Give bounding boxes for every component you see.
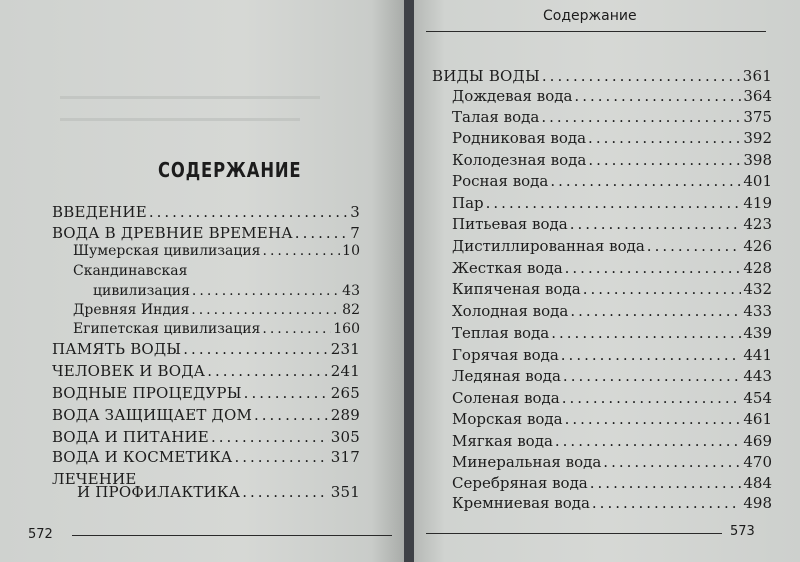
toc-entry: Дождевая вода ..... 364 [452,87,772,105]
book-spine [404,0,414,562]
toc-entry: ПАМЯТЬ ВОДЫ ..... 231 [52,340,360,358]
page-number: 573 [730,524,755,539]
toc-entry: Мягкая вода ..... 469 [452,432,772,450]
toc-entry: Пар ..... 419 [452,194,772,212]
footer-rule [426,533,722,534]
toc-entry: Кипяченая вода ..... 432 [452,280,772,298]
toc-entry: Соленая вода ..... 454 [452,389,772,407]
toc-entry: Шумерская цивилизация ..... 10 [73,243,360,259]
toc-entry: ВОДНЫЕ ПРОЦЕДУРЫ ..... 265 [52,384,360,402]
toc-entry: Скандинавская [73,263,188,279]
page-number: 572 [28,527,53,542]
toc-entry: ВВЕДЕНИЕ ..... 3 [52,203,360,221]
toc-entry: Питьевая вода ..... 423 [452,215,772,233]
toc-entry: Горячая вода ..... 441 [452,346,772,364]
toc-entry: ВОДА В ДРЕВНИЕ ВРЕМЕНА ..... 7 [52,224,360,242]
toc-entry: Родниковая вода ..... 392 [452,129,772,147]
toc-entry: Холодная вода ..... 433 [452,302,772,320]
toc-entry: Минеральная вода ..... 470 [452,453,772,471]
toc-entry: Серебряная вода ..... 484 [452,474,772,492]
toc-entry: ВОДА И ПИТАНИЕ ..... 305 [52,428,360,446]
show-through [60,96,320,99]
toc-entry: ВОДА ЗАЩИЩАЕТ ДОМ ..... 289 [52,406,360,424]
toc-entry: Росная вода ..... 401 [452,172,772,190]
toc-entry: Талая вода ..... 375 [452,108,772,126]
show-through [60,118,300,121]
toc-entry: Кремниевая вода ..... 498 [452,494,772,512]
running-header: Содержание [543,8,637,24]
toc-entry: Жесткая вода ..... 428 [452,259,772,277]
toc-entry: ЧЕЛОВЕК И ВОДА ..... 241 [52,362,360,380]
toc-entry: Морская вода ..... 461 [452,410,772,428]
toc-entry: цивилизация ..... 43 [93,283,360,299]
toc-entry: ЛЕЧЕНИЕ [52,470,137,488]
toc-entry: Теплая вода ..... 439 [452,324,772,342]
toc-entry: Египетская цивилизация ..... 160 [73,321,360,337]
toc-entry: ВИДЫ ВОДЫ ..... 361 [432,67,772,85]
footer-rule [72,535,392,536]
toc-entry: Ледяная вода ..... 443 [452,367,772,385]
header-rule [426,31,766,32]
toc-entry: Колодезная вода ..... 398 [452,151,772,169]
toc-title: СОДЕРЖАНИЕ [158,158,302,182]
toc-entry: ВОДА И КОСМЕТИКА ..... 317 [52,448,360,466]
toc-entry: И ПРОФИЛАКТИКА ..... 351 [77,483,360,501]
toc-entry: Древняя Индия ..... 82 [73,302,360,318]
toc-entry: Дистиллированная вода ..... 426 [452,237,772,255]
